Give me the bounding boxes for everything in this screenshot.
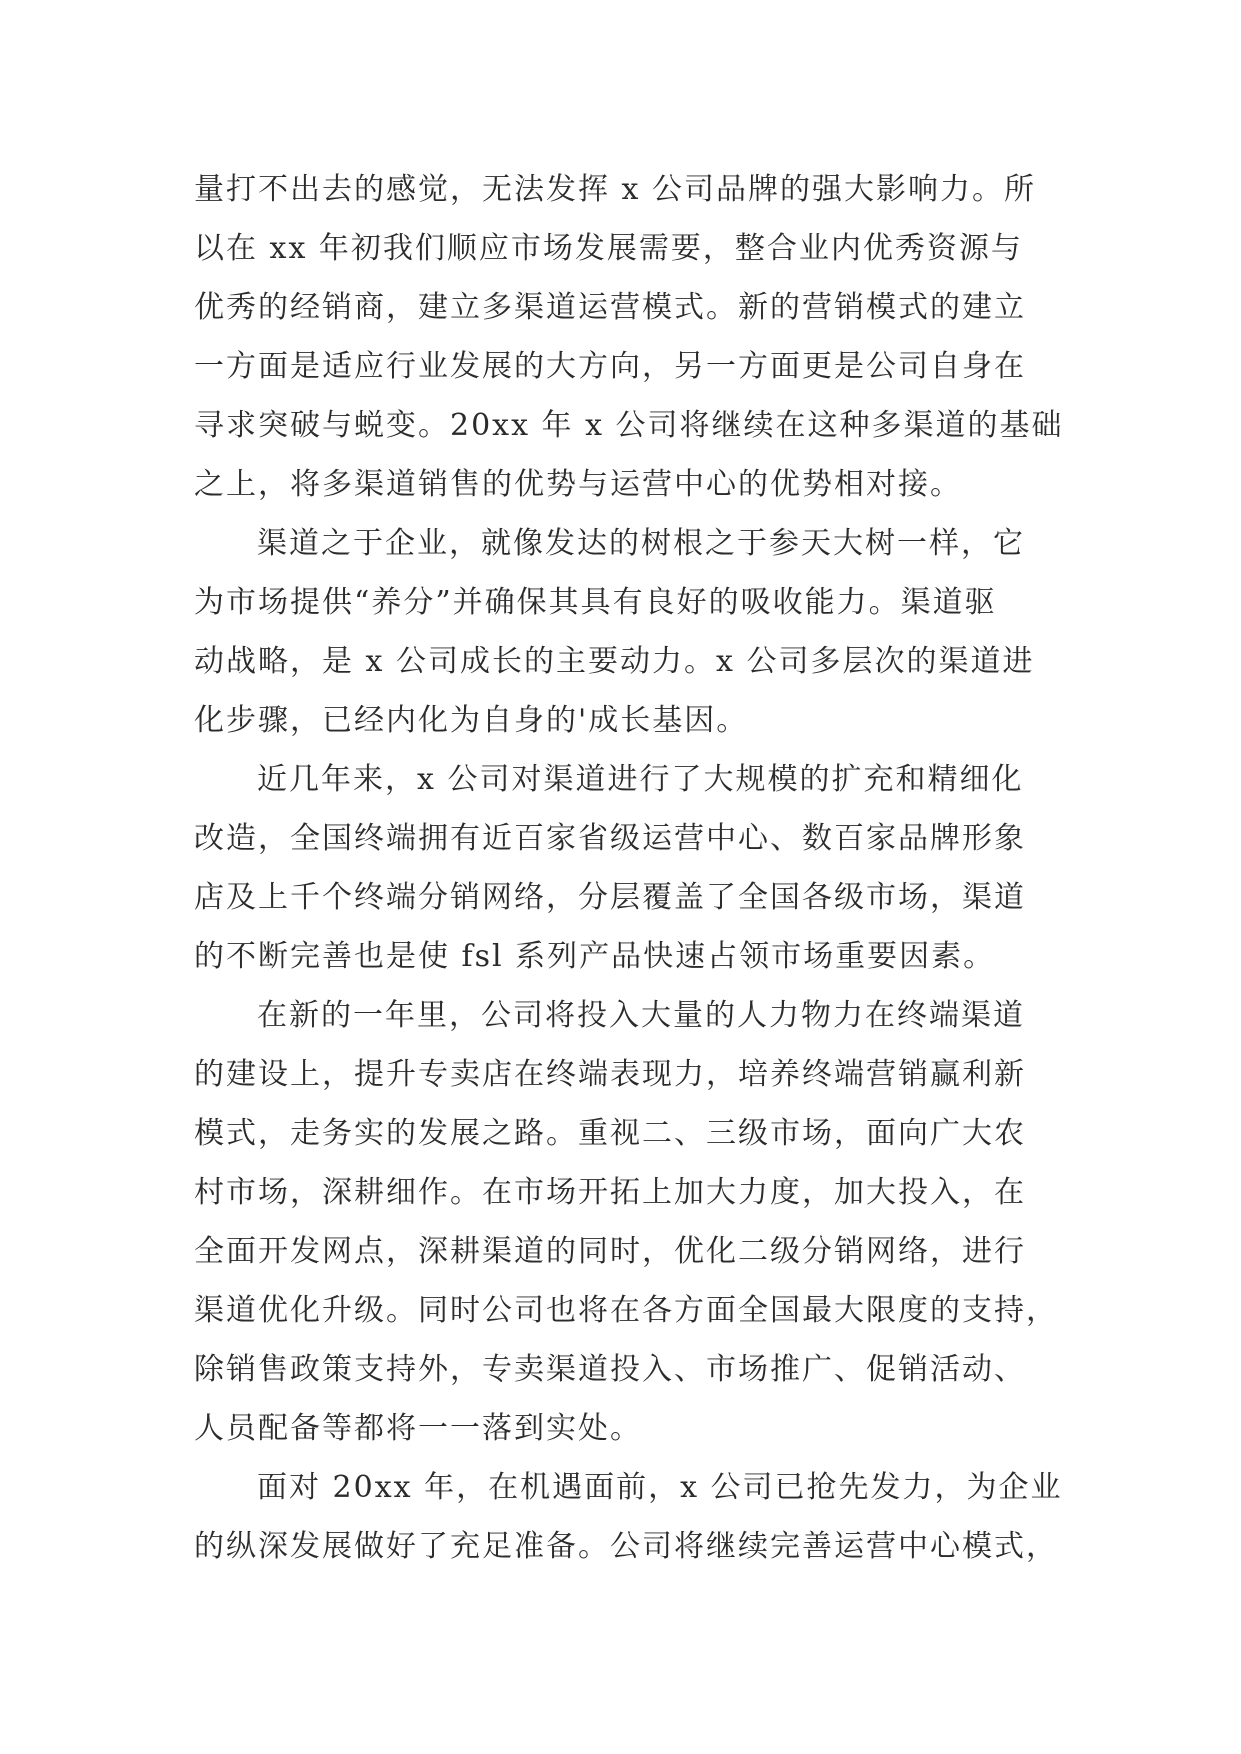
text-line: 除销售政策支持外，专卖渠道投入、市场推广、促销活动、 <box>194 1352 1026 1387</box>
text-line: 村市场，深耕细作。在市场开拓上加大力度，加大投入，在 <box>194 1175 1026 1210</box>
text-line: 以在 xx 年初我们顺应市场发展需要，整合业内优秀资源与 <box>194 231 1023 266</box>
paragraph-first-line: 在新的一年里，公司将投入大量的人力物力在终端渠道 <box>257 998 1025 1033</box>
text-line: 的纵深发展做好了充足准备。公司将继续完善运营中心模式， <box>194 1529 1058 1564</box>
text-line: 店及上千个终端分销网络，分层覆盖了全国各级市场，渠道 <box>194 880 1026 915</box>
paragraph-first-line: 近几年来，x 公司对渠道进行了大规模的扩充和精细化 <box>257 762 1024 797</box>
text-line: 寻求突破与蜕变。20xx 年 x 公司将继续在这种多渠道的基础 <box>194 408 1064 443</box>
text-line: 模式，走务实的发展之路。重视二、三级市场，面向广大农 <box>194 1116 1026 1151</box>
body-text <box>194 160 1064 1576</box>
text-line: 渠道优化升级。同时公司也将在各方面全国最大限度的支持， <box>194 1293 1058 1328</box>
text-line: 人员配备等都将一一落到实处。 <box>194 1411 642 1446</box>
text-line: 的建设上，提升专卖店在终端表现力，培养终端营销赢利新 <box>194 1057 1026 1092</box>
text-line: 为市场提供“养分”并确保其具有良好的吸收能力。渠道驱 <box>194 585 997 620</box>
text-line: 动战略，是 x 公司成长的主要动力。x 公司多层次的渠道进 <box>194 644 1035 679</box>
text-line: 优秀的经销商，建立多渠道运营模式。新的营销模式的建立 <box>194 290 1026 325</box>
paragraph-first-line: 面对 20xx 年，在机遇面前，x 公司已抢先发力，为企业 <box>257 1470 1063 1505</box>
text-line: 的不断完善也是使 fsl 系列产品快速占领市场重要因素。 <box>194 939 996 974</box>
text-line: 化步骤，已经内化为自身的'成长基因。 <box>194 703 749 738</box>
paragraph-first-line: 渠道之于企业，就像发达的树根之于参天大树一样，它 <box>257 526 1025 561</box>
text-line: 全面开发网点，深耕渠道的同时，优化二级分销网络，进行 <box>194 1234 1026 1269</box>
text-line: 量打不出去的感觉，无法发挥 x 公司品牌的强大影响力。所 <box>194 172 1036 207</box>
text-line: 一方面是适应行业发展的大方向，另一方面更是公司自身在 <box>194 349 1026 384</box>
text-line: 改造，全国终端拥有近百家省级运营中心、数百家品牌形象 <box>194 821 1026 856</box>
text-line: 之上，将多渠道销售的优势与运营中心的优势相对接。 <box>194 467 962 502</box>
